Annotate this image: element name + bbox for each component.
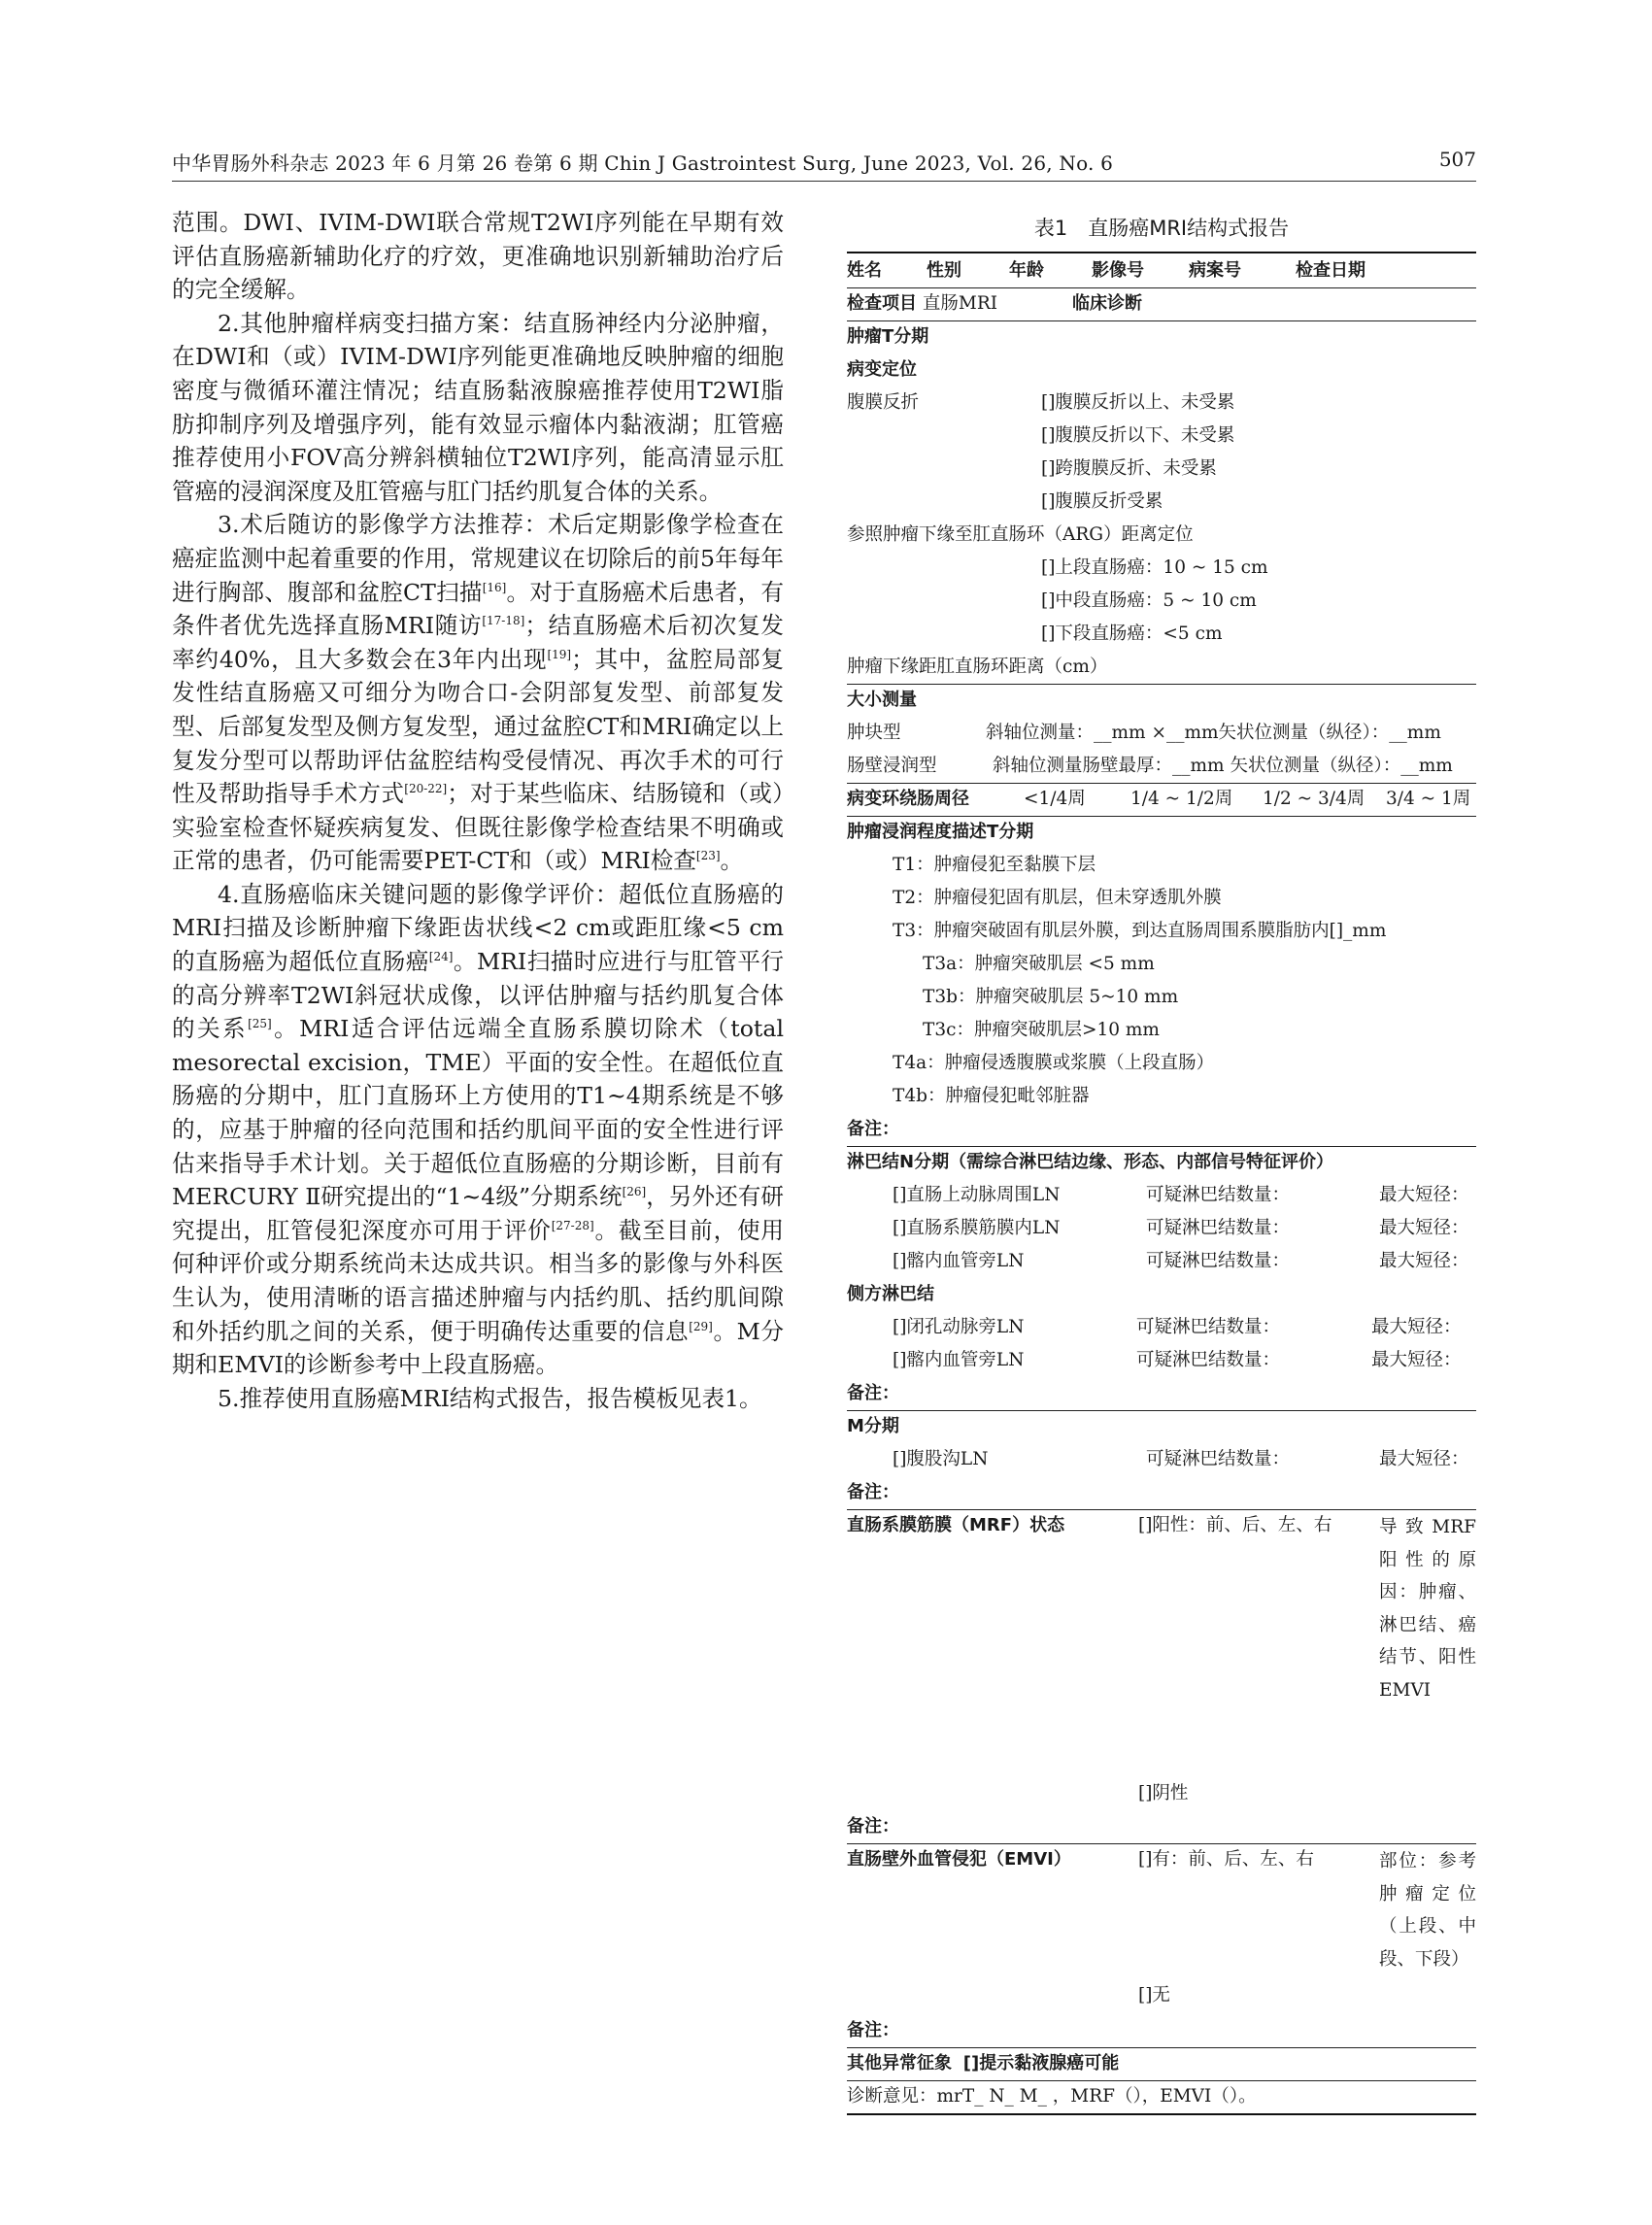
- n-row-name: []直肠系膜筋膜内LN: [893, 1218, 1061, 1238]
- emvi-positive: []有：前、后、左、右: [1138, 1849, 1314, 1870]
- paragraph: 范围。DWI、IVIM-DWI联合常规T2WI序列能在早期有效评估直肠癌新辅助化疗的疗效，更准确地识别新辅助治疗后的完全缓解。: [172, 209, 784, 304]
- arg-label: 参照肿瘤下缘至肛直肠环（ARG）距离定位: [847, 524, 1194, 545]
- rule: [847, 320, 1476, 321]
- emvi-negative: []无: [1138, 1985, 1170, 2006]
- infiltration-heading: 肿瘤浸润程度描述T分期: [847, 822, 1034, 842]
- lateral-row-name: []髂内血管旁LN: [893, 1350, 1025, 1370]
- paragraph: 5.推荐使用直肠癌MRI结构式报告，报告模板见表1。: [218, 1384, 762, 1412]
- paragraph: 3.术后随访的影像学方法推荐：术后定期影像学检查在癌症监测中起着重要的作用，常规建议在切除后的前5年每年进行胸部、腹部和盆腔CT扫描[16]。对于直肠癌术后患者，有条件者优先选择直肠MRI随访[17-18]；结直肠癌术后初次复发率约40%，且大多数会在3年内出现[19]；其中，盆腔局部复发性结直肠癌又可细分为吻合口-会阴部复发型、前部复发型、后部复发型及侧方复发型，通过盆腔CT和MRI确定以上复发分型可以帮助评估盆腔结构受侵情况、再次手术的可行性及帮助指导手术方式[20-22]；对于某些临床、结肠镜和（或）实验室检查怀疑疾病复发、但既往影像学检查结果不明确或正常的患者，仍可能需要PET-CT和（或）MRI检查[23]。: [172, 511, 785, 875]
- citation: [19]: [547, 647, 572, 661]
- t-item: T3：肿瘤突破固有肌层外膜，到达直肠周围系膜脂肪内[]_mm: [893, 921, 1387, 941]
- citation: [26]: [622, 1185, 647, 1199]
- lateral-row-axis: 最大短径：: [1371, 1317, 1462, 1337]
- t-item: T4a：肿瘤侵透腹膜或浆膜（上段直肠）: [893, 1053, 1215, 1073]
- citation: [17-18]: [482, 614, 525, 628]
- mass-label: 肿块型: [847, 723, 901, 743]
- emvi-label: 直肠壁外血管侵犯（EMVI）: [847, 1849, 1071, 1870]
- arg-option: []中段直肠癌：5 ~ 10 cm: [1041, 590, 1257, 611]
- wall-label: 肠壁浸润型: [847, 756, 937, 776]
- peritoneal-option: []腹膜反折以下、未受累: [1041, 425, 1235, 446]
- mass-value: 斜轴位测量：__mm ×__mm矢状位测量（纵径）：__mm: [986, 723, 1441, 743]
- exam-item-row: 检查项目 直肠MRI 临床诊断: [847, 293, 1142, 314]
- m-row-count: 可疑淋巴结数量：: [1146, 1449, 1291, 1469]
- body-text-column: [172, 206, 784, 1415]
- t-item: T4b：肿瘤侵犯毗邻脏器: [893, 1086, 1090, 1106]
- n-row-axis: 最大短径：: [1379, 1218, 1469, 1238]
- other-findings-row: 其他异常征象 []提示黏液腺癌可能: [847, 2053, 1120, 2073]
- rule: [847, 684, 1476, 685]
- n-stage-heading: 淋巴结N分期（需综合淋巴结边缘、形态、内部信号特征评价）: [847, 1152, 1334, 1172]
- paragraph: 4.直肠癌临床关键问题的影像学评价：超低位直肠癌的MRI扫描及诊断肿瘤下缘距齿状线<2 cm或距肛缘<5 cm的直肠癌为超低位直肠癌[24]。MRI扫描时应进行与肛管平行的高分辨率T2WI斜冠状成像，以评估肿瘤与括约肌复合体的关系[25]。MRI适合评估远端全直肠系膜切除术（total mesorectal excision，TME）平面的安全性。在超低位直肠癌的分期中，肛门直肠环上方使用的T1~4期系统是不够的，应基于肿瘤的径向范围和括约肌间平面的安全性进行评估来指导手术计划。关于超低位直肠癌的分期诊断，目前有MERCURY Ⅱ研究提出的“1~4级”分期系统[26]，另外还有研究提出，肛管侵犯深度亦可用于评价[27-28]。截至目前，使用何种评价或分期系统尚未达成共识。相当多的影像与外科医生认为，使用清晰的语言描述肿瘤与内括约肌、括约肌间隙和外括约肌之间的关系，便于明确传达重要的信息[29]。M分期和EMVI的诊断参考中上段直肠癌。: [172, 880, 784, 1379]
- citation: [29]: [689, 1319, 713, 1333]
- lateral-row-axis: 最大短径：: [1371, 1350, 1462, 1370]
- mrf-positive: []阳性：前、后、左、右: [1138, 1515, 1332, 1535]
- page-number: 507: [1438, 148, 1476, 171]
- mrf-negative: []阴性: [1138, 1783, 1189, 1804]
- citation: [24]: [428, 950, 454, 964]
- n-row-name: []直肠上动脉周围LN: [893, 1185, 1061, 1205]
- note-label: 备注：: [847, 1383, 899, 1403]
- arg-option: []下段直肠癌：<5 cm: [1041, 624, 1223, 644]
- rule: [847, 1410, 1476, 1411]
- journal-citation: 中华胃肠外科杂志 2023 年 6 月第 26 卷第 6 期 Chin J Gastrointest Surg, June 2023, Vol. 26, No. 6: [172, 152, 1114, 175]
- note-label: 备注：: [847, 1482, 899, 1502]
- peritoneal-option: []跨腹膜反折、未受累: [1041, 458, 1217, 479]
- note-label: 备注：: [847, 1816, 899, 1837]
- diagnosis-row: 诊断意见：mrT_ N_ M_ ，MRF（），EMVI（）。: [847, 2086, 1257, 2107]
- arg-distance: 肿瘤下缘距肛直肠环距离（cm）: [847, 657, 1108, 677]
- citation: [23]: [695, 849, 721, 863]
- wall-value: 斜轴位测量肠壁最厚：__mm 矢状位测量（纵径）：__mm: [993, 756, 1453, 776]
- t-stage-heading: 肿瘤T分期: [847, 326, 929, 347]
- arg-option: []上段直肠癌：10 ~ 15 cm: [1041, 557, 1268, 578]
- citation: [20-22]: [404, 782, 448, 796]
- citation: [16]: [482, 580, 507, 594]
- circumference-row: 病变环绕肠周径 <1/4周 1/4 ~ 1/2周 1/2 ~ 3/4周 3/4 ~ 1周: [847, 789, 1471, 809]
- location-heading: 病变定位: [847, 359, 917, 380]
- structured-report-table: [847, 212, 1476, 2107]
- citation: [25]: [248, 1017, 272, 1031]
- lateral-row-count: 可疑淋巴结数量：: [1136, 1317, 1281, 1337]
- n-row-count: 可疑淋巴结数量：: [1146, 1185, 1291, 1205]
- t-item: T2：肿瘤侵犯固有肌层，但未穿透肌外膜: [893, 888, 1222, 908]
- t-item: T3a：肿瘤突破肌层 <5 mm: [923, 954, 1155, 974]
- table-bottom-rule: [847, 2113, 1476, 2115]
- n-row-count: 可疑淋巴结数量：: [1146, 1218, 1291, 1238]
- note-label: 备注：: [847, 2020, 899, 2040]
- size-heading: 大小测量: [847, 690, 917, 710]
- mrf-label: 直肠系膜筋膜（MRF）状态: [847, 1515, 1065, 1535]
- citation: [27-28]: [551, 1218, 594, 1232]
- n-row-count: 可疑淋巴结数量：: [1146, 1251, 1291, 1271]
- n-row-name: []髂内血管旁LN: [893, 1251, 1025, 1271]
- lateral-row-name: []闭孔动脉旁LN: [893, 1317, 1025, 1337]
- n-row-axis: 最大短径：: [1379, 1185, 1469, 1205]
- m-stage-heading: M分期: [847, 1416, 899, 1436]
- peritoneal-option: []腹膜反折以上、未受累: [1041, 392, 1235, 413]
- lateral-heading: 侧方淋巴结: [847, 1284, 934, 1304]
- n-row-axis: 最大短径：: [1379, 1251, 1469, 1271]
- table-caption: 表1 直肠癌MRI结构式报告: [1033, 217, 1290, 240]
- lateral-row-count: 可疑淋巴结数量：: [1136, 1350, 1281, 1370]
- emvi-site: 部位：参考肿瘤定位（上段、中段、下段）: [1379, 1851, 1476, 1970]
- peritoneal-label: 腹膜反折: [847, 392, 920, 413]
- paragraph: 2.其他肿瘤样病变扫描方案：结直肠神经内分泌肿瘤，在DWI和（或）IVIM-DWI序列能更准确地反映肿瘤的细胞密度与微循环灌注情况；结直肠黏液腺癌推荐使用T2WI脂肪抑制序列及增强序列，能有效显示瘤体内黏液湖；肛管癌推荐使用小FOV高分辨斜横轴位T2WI序列，能高清显示肛管癌的浸润深度及肛管癌与肛门括约肌复合体的关系。: [172, 309, 784, 505]
- mrf-reason: 导致MRF阳性的原因：肿瘤、淋巴结、癌结节、阳性EMVI: [1379, 1517, 1476, 1701]
- t-item: T3c：肿瘤突破肌层>10 mm: [923, 1020, 1160, 1040]
- note-label: 备注：: [847, 1119, 899, 1139]
- peritoneal-option: []腹膜反折受累: [1041, 491, 1163, 512]
- header-row: 姓名 性别 年龄 影像号 病案号 检查日期: [847, 260, 1365, 281]
- m-row-axis: 最大短径：: [1379, 1449, 1469, 1469]
- t-item: T1：肿瘤侵犯至黏膜下层: [893, 855, 1096, 875]
- t-item: T3b：肿瘤突破肌层 5~10 mm: [923, 987, 1179, 1007]
- page-header: [172, 148, 1476, 182]
- table-top-rule: [847, 252, 1476, 253]
- m-row-name: []腹股沟LN: [893, 1449, 989, 1469]
